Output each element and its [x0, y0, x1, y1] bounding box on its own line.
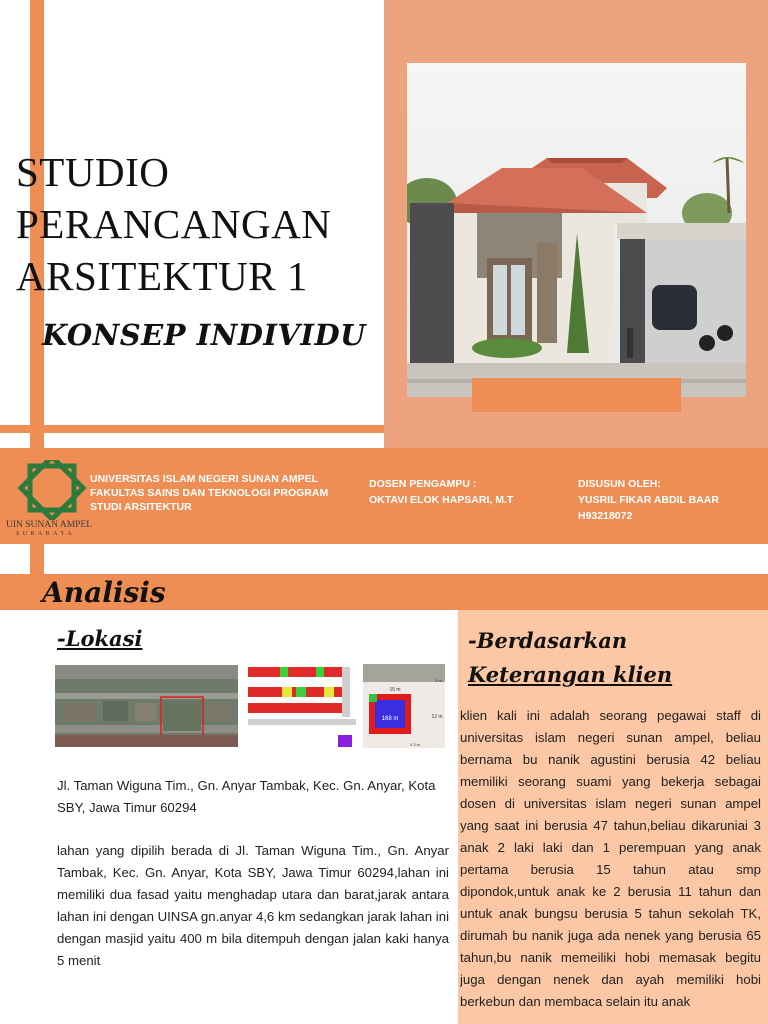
lokasi-heading: -Lokasi — [57, 626, 143, 651]
klien-paragraph: klien kali ini adalah seorang pegawai staff di universitas islam negeri sunan ampel, beliau bernama bu nanik agustini berusia 42 beliau memiliki seorang suami yang bekerja sebagai dosen di universitas islam negeri sunan ampel yang saat ini berusia 47 tahun,beliau dikaruniai 3 anak 2 laki laki dan 1 perempuan yang anak pertama berusia 15 tahun atau smp dipondok,untuk anak ke 2 berusia 11 tahun dan untuk anak bungsu berusia 5 tahun sekolah TK, dirumah bu nanik juga ada nenek yang berusia 65 tahun,bu nanik memeiliki hobi memasak begitu juga dengan nenek dan ayah memiliki hobi berkebun dan membaca selain itu anak — [460, 708, 761, 1009]
site-depth-label: 12 m — [431, 714, 443, 720]
decorative-stripe — [30, 540, 44, 574]
site-plan-image — [246, 665, 356, 747]
site-area-label: 168 m — [381, 716, 399, 722]
site-scale-label: 0.3 m — [409, 742, 421, 747]
author-info — [578, 476, 719, 524]
title-line: ARSITEKTUR 1 — [16, 253, 308, 299]
klien-heading-line: -Berdasarkan — [468, 628, 628, 653]
dosen-label: DOSEN PENGAMPU : — [369, 478, 477, 490]
logo-name: UIN SUNAN AMPEL — [6, 520, 93, 530]
lokasi-paragraph: lahan yang dipilih berada di Jl. Taman Wiguna Tim., Gn. Anyar Tambak, Kec. Gn. Anyar, Kota SBY, Jawa Timur 60294,lahan ini memiliki dua fasad yaitu menghadap utara dan barat,jarak antara lahan ini dengan UINSA gn.anyar 4,6 km sedangkan jarak lahan ini dengan masjid yaitu 400 m bila ditempuh dengan jalan kaki hanya 5 menit — [57, 843, 449, 968]
university-line: FAKULTAS SAINS DAN TEKNOLOGI PROGRAM — [90, 487, 329, 499]
klien-heading — [468, 624, 672, 692]
author-id: H93218072 — [578, 510, 633, 522]
photo-accent-bar — [472, 378, 681, 412]
satellite-map-image — [55, 665, 238, 747]
analisis-heading: Analisis — [42, 576, 166, 609]
author-label: DISUSUN OLEH: — [578, 478, 661, 490]
uin-logo-icon — [16, 460, 88, 520]
university-line: STUDI ARSITEKTUR — [90, 501, 192, 513]
logo-city: SURABAYA — [16, 531, 75, 537]
dosen-name: OKTAVI ELOK HAPSARI, M.T — [369, 494, 514, 506]
dosen-info — [369, 476, 513, 508]
house-render-image — [407, 63, 746, 397]
site-address: Jl. Taman Wiguna Tim., Gn. Anyar Tambak, Kec. Gn. Anyar, Kota SBY, Jawa Timur 60294 — [57, 778, 436, 815]
page-subtitle: KONSEP INDIVIDU — [42, 318, 366, 352]
site-measurement-image — [363, 664, 445, 748]
university-info — [90, 472, 328, 514]
site-setback-label: 5 m — [435, 678, 443, 683]
title-line: PERANCANGAN — [16, 201, 332, 247]
site-width-label: 15 m — [389, 687, 401, 693]
page-title — [16, 146, 386, 302]
title-line: STUDIO — [16, 149, 170, 195]
university-line: UNIVERSITAS ISLAM NEGERI SUNAN AMPEL — [90, 473, 319, 485]
decorative-stripe-horizontal — [0, 425, 384, 433]
klien-heading-line: Keterangan klien — [468, 662, 673, 687]
author-name: YUSRIL FIKAR ABDIL BAAR — [578, 494, 719, 506]
